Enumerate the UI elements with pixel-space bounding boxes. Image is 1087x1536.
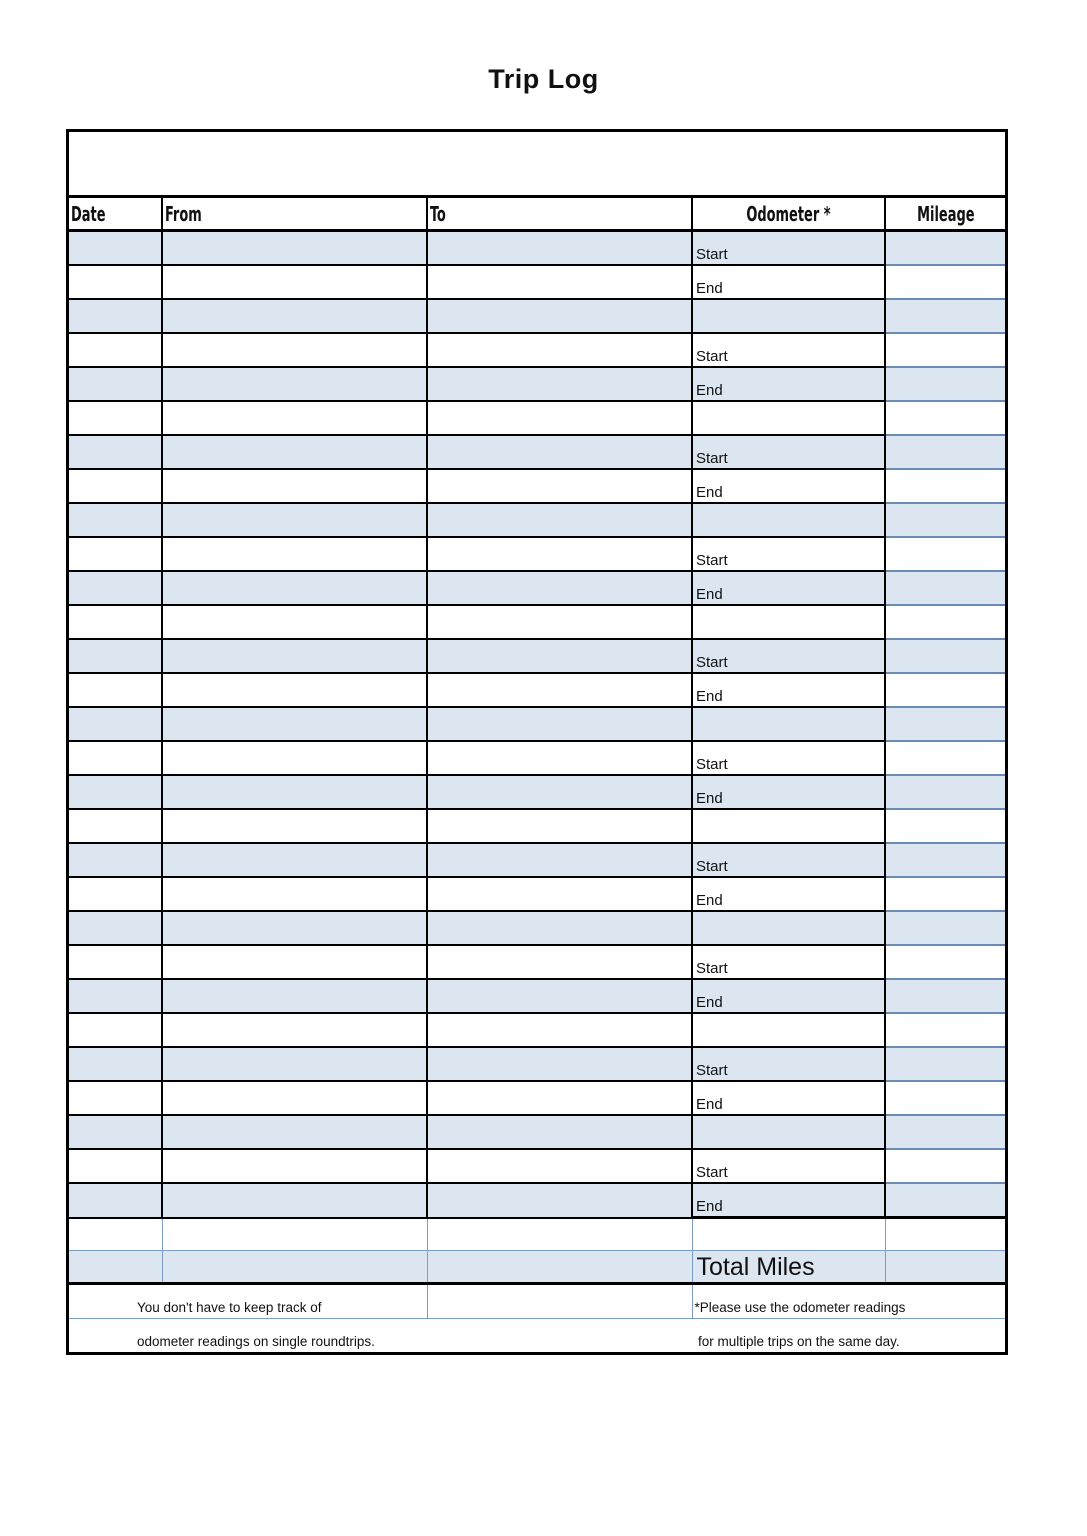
odometer-label: End (696, 382, 723, 399)
to-cell[interactable] (427, 1183, 692, 1218)
date-cell[interactable] (69, 673, 162, 707)
table-row (69, 843, 1005, 877)
odometer-label: Start (696, 654, 728, 671)
to-cell[interactable] (427, 503, 692, 537)
table-row (69, 673, 1005, 707)
mileage-cell[interactable] (885, 401, 1005, 435)
table-row (69, 1047, 1005, 1081)
mileage-cell[interactable] (885, 1115, 1005, 1149)
total-miles-value-cell[interactable] (885, 1251, 1005, 1284)
odometer-cell[interactable] (692, 401, 885, 435)
date-cell[interactable] (69, 707, 162, 741)
to-cell[interactable] (427, 707, 692, 741)
table-row (69, 401, 1005, 435)
date-cell[interactable] (69, 1218, 162, 1251)
odometer-label: End (696, 484, 723, 501)
odometer-cell[interactable] (692, 1115, 885, 1149)
to-cell[interactable] (427, 775, 692, 809)
to-cell[interactable] (427, 843, 692, 877)
to-cell[interactable] (427, 605, 692, 639)
mileage-cell[interactable] (885, 299, 1005, 333)
odometer-label: Start (696, 858, 728, 875)
from-cell[interactable] (162, 979, 427, 1013)
odometer-cell[interactable] (692, 1218, 885, 1251)
to-cell[interactable] (427, 299, 692, 333)
from-cell[interactable] (162, 265, 427, 299)
mileage-cell[interactable] (885, 537, 1005, 571)
odometer-cell[interactable] (692, 877, 885, 911)
table-row (69, 333, 1005, 367)
table-row (69, 877, 1005, 911)
from-cell[interactable] (162, 605, 427, 639)
odometer-cell[interactable] (692, 809, 885, 843)
to-cell[interactable] (427, 809, 692, 843)
odometer-cell[interactable] (692, 707, 885, 741)
from-cell[interactable] (162, 945, 427, 979)
to-cell[interactable] (427, 265, 692, 299)
to-cell[interactable] (427, 1047, 692, 1081)
date-cell[interactable] (69, 1251, 162, 1284)
table-row (69, 367, 1005, 401)
to-cell[interactable] (427, 1251, 692, 1284)
mileage-cell[interactable] (885, 1183, 1005, 1218)
odometer-label: Start (696, 1062, 728, 1079)
odometer-cell[interactable] (692, 367, 885, 401)
odometer-cell[interactable] (692, 265, 885, 299)
mileage-cell[interactable] (885, 911, 1005, 945)
table-row (69, 741, 1005, 775)
mileage-cell[interactable] (885, 333, 1005, 367)
date-cell[interactable] (69, 537, 162, 571)
odometer-cell[interactable] (692, 469, 885, 503)
odometer-cell[interactable] (692, 231, 885, 266)
mileage-cell[interactable] (885, 979, 1005, 1013)
from-cell[interactable] (162, 1149, 427, 1183)
date-cell[interactable] (69, 945, 162, 979)
table-row (69, 809, 1005, 843)
mileage-cell[interactable] (885, 1081, 1005, 1115)
to-cell[interactable] (427, 741, 692, 775)
from-cell[interactable] (162, 1013, 427, 1047)
date-cell[interactable] (69, 231, 162, 266)
mileage-cell[interactable] (885, 673, 1005, 707)
odometer-label: Start (696, 1164, 728, 1181)
odometer-label: Start (696, 348, 728, 365)
from-cell[interactable] (162, 1081, 427, 1115)
to-cell[interactable] (427, 1149, 692, 1183)
mileage-cell[interactable] (885, 435, 1005, 469)
odometer-label: End (696, 790, 723, 807)
column-header-to: To (427, 198, 692, 231)
to-cell[interactable] (427, 469, 692, 503)
from-cell[interactable] (162, 333, 427, 367)
odometer-cell[interactable] (692, 503, 885, 537)
odometer-cell[interactable] (692, 435, 885, 469)
mileage-cell[interactable] (885, 741, 1005, 775)
date-cell[interactable] (69, 1081, 162, 1115)
from-cell[interactable] (162, 843, 427, 877)
to-cell[interactable] (427, 435, 692, 469)
to-cell[interactable] (427, 877, 692, 911)
page-title: Trip Log (488, 64, 599, 94)
total-miles-row (69, 1251, 1005, 1284)
to-cell[interactable] (427, 231, 692, 266)
date-cell[interactable] (69, 503, 162, 537)
table-row (69, 503, 1005, 537)
date-cell[interactable] (69, 605, 162, 639)
odometer-cell[interactable] (692, 299, 885, 333)
from-cell[interactable] (162, 911, 427, 945)
date-cell[interactable] (69, 741, 162, 775)
odometer-cell[interactable] (692, 1149, 885, 1183)
date-cell[interactable] (69, 775, 162, 809)
note-blank-cell (427, 1284, 692, 1319)
table-row (69, 231, 1005, 266)
table-row (69, 1013, 1005, 1047)
odometer-cell[interactable] (692, 333, 885, 367)
odometer-cell[interactable] (692, 911, 885, 945)
trip-log-table (69, 198, 1005, 1352)
to-cell[interactable] (427, 367, 692, 401)
mileage-cell[interactable] (885, 809, 1005, 843)
trip-log-form (66, 129, 1008, 1355)
from-cell[interactable] (162, 877, 427, 911)
to-cell[interactable] (427, 1218, 692, 1251)
mileage-cell[interactable] (885, 571, 1005, 605)
from-cell[interactable] (162, 435, 427, 469)
from-cell[interactable] (162, 1115, 427, 1149)
date-cell[interactable] (69, 265, 162, 299)
odometer-label: End (696, 892, 723, 909)
odometer-label: Start (696, 246, 728, 263)
date-cell[interactable] (69, 333, 162, 367)
to-cell[interactable] (427, 673, 692, 707)
date-cell[interactable] (69, 877, 162, 911)
date-cell[interactable] (69, 979, 162, 1013)
table-row (69, 605, 1005, 639)
column-header-mileage: Mileage (885, 198, 1005, 231)
table-row (69, 537, 1005, 571)
date-cell[interactable] (69, 435, 162, 469)
odometer-label: End (696, 1198, 723, 1215)
date-cell[interactable] (69, 1047, 162, 1081)
to-cell[interactable] (427, 911, 692, 945)
odometer-cell[interactable] (692, 775, 885, 809)
note-left-line-2: odometer readings on single roundtrips. (137, 1334, 375, 1349)
table-row (69, 1115, 1005, 1149)
to-cell[interactable] (427, 401, 692, 435)
odometer-label: End (696, 994, 723, 1011)
mileage-cell[interactable] (885, 707, 1005, 741)
from-cell[interactable] (162, 503, 427, 537)
odometer-cell[interactable] (692, 673, 885, 707)
from-cell[interactable] (162, 673, 427, 707)
table-row (69, 707, 1005, 741)
from-cell[interactable] (162, 1183, 427, 1218)
mileage-cell[interactable] (885, 367, 1005, 401)
odometer-cell[interactable] (692, 979, 885, 1013)
date-cell[interactable] (69, 843, 162, 877)
date-cell[interactable] (69, 639, 162, 673)
odometer-label: Start (696, 960, 728, 977)
odometer-cell[interactable] (692, 537, 885, 571)
note-row-2 (69, 1319, 1005, 1353)
odometer-cell[interactable] (692, 639, 885, 673)
to-cell[interactable] (427, 979, 692, 1013)
from-cell[interactable] (162, 741, 427, 775)
table-header-row (69, 198, 1005, 231)
from-cell[interactable] (162, 809, 427, 843)
odometer-cell[interactable] (692, 605, 885, 639)
from-cell[interactable] (162, 367, 427, 401)
from-cell[interactable] (162, 1218, 427, 1251)
note-row-1 (69, 1284, 1005, 1319)
odometer-label: End (696, 688, 723, 705)
from-cell[interactable] (162, 537, 427, 571)
from-cell[interactable] (162, 231, 427, 266)
mileage-cell[interactable] (885, 469, 1005, 503)
mileage-cell[interactable] (885, 605, 1005, 639)
date-cell[interactable] (69, 469, 162, 503)
to-cell[interactable] (427, 945, 692, 979)
to-cell[interactable] (427, 537, 692, 571)
mileage-cell[interactable] (885, 775, 1005, 809)
from-cell[interactable] (162, 639, 427, 673)
from-cell[interactable] (162, 775, 427, 809)
date-cell[interactable] (69, 367, 162, 401)
mileage-cell[interactable] (885, 231, 1005, 266)
from-cell[interactable] (162, 469, 427, 503)
from-cell[interactable] (162, 299, 427, 333)
from-cell[interactable] (162, 401, 427, 435)
date-cell[interactable] (69, 1149, 162, 1183)
date-cell[interactable] (69, 1183, 162, 1218)
odometer-cell[interactable] (692, 741, 885, 775)
odometer-cell[interactable] (692, 1081, 885, 1115)
table-row (69, 299, 1005, 333)
table-row (69, 639, 1005, 673)
mileage-cell[interactable] (885, 1218, 1005, 1251)
odometer-cell[interactable] (692, 945, 885, 979)
odometer-label: End (696, 1096, 723, 1113)
mileage-cell[interactable] (885, 843, 1005, 877)
mileage-cell[interactable] (885, 503, 1005, 537)
date-cell[interactable] (69, 809, 162, 843)
to-cell[interactable] (427, 639, 692, 673)
column-header-date: Date (69, 198, 162, 231)
column-header-from: From (162, 198, 427, 231)
table-row (69, 469, 1005, 503)
table-row (69, 945, 1005, 979)
mileage-cell[interactable] (885, 1047, 1005, 1081)
from-cell[interactable] (162, 707, 427, 741)
from-cell[interactable] (162, 571, 427, 605)
odometer-label: End (696, 586, 723, 603)
from-cell[interactable] (162, 1047, 427, 1081)
note-blank-cell (427, 1319, 692, 1353)
to-cell[interactable] (427, 1115, 692, 1149)
total-miles-label: Total Miles (692, 1251, 885, 1284)
to-cell[interactable] (427, 1013, 692, 1047)
odometer-cell[interactable] (692, 1183, 885, 1218)
date-cell[interactable] (69, 1115, 162, 1149)
mileage-cell[interactable] (885, 265, 1005, 299)
date-cell[interactable] (69, 1013, 162, 1047)
to-cell[interactable] (427, 571, 692, 605)
mileage-cell[interactable] (885, 639, 1005, 673)
odometer-cell[interactable] (692, 843, 885, 877)
date-cell[interactable] (69, 571, 162, 605)
note-left-line-1: You don't have to keep track of (69, 1284, 427, 1319)
table-row (69, 265, 1005, 299)
note-right-line-2: for multiple trips on the same day. (698, 1334, 900, 1349)
date-cell[interactable] (69, 401, 162, 435)
from-cell[interactable] (162, 1251, 427, 1284)
odometer-cell[interactable] (692, 1013, 885, 1047)
date-cell[interactable] (69, 299, 162, 333)
to-cell[interactable] (427, 1081, 692, 1115)
odometer-label: Start (696, 552, 728, 569)
date-cell[interactable] (69, 911, 162, 945)
table-row (69, 1183, 1005, 1218)
totals-spacer-row (69, 1218, 1005, 1251)
odometer-cell[interactable] (692, 571, 885, 605)
mileage-cell[interactable] (885, 945, 1005, 979)
note-right-line-1: *Please use the odometer readings (692, 1284, 1005, 1319)
table-row (69, 775, 1005, 809)
table-row (69, 911, 1005, 945)
table-row (69, 435, 1005, 469)
mileage-cell[interactable] (885, 877, 1005, 911)
table-row (69, 1081, 1005, 1115)
odometer-cell[interactable] (692, 1047, 885, 1081)
form-header-blank-area[interactable] (69, 132, 1005, 198)
mileage-cell[interactable] (885, 1013, 1005, 1047)
column-header-odometer: Odometer * (692, 198, 885, 231)
to-cell[interactable] (427, 333, 692, 367)
odometer-label: End (696, 280, 723, 297)
odometer-label: Start (696, 756, 728, 773)
table-row (69, 1149, 1005, 1183)
table-row (69, 979, 1005, 1013)
odometer-label: Start (696, 450, 728, 467)
table-row (69, 571, 1005, 605)
mileage-cell[interactable] (885, 1149, 1005, 1183)
